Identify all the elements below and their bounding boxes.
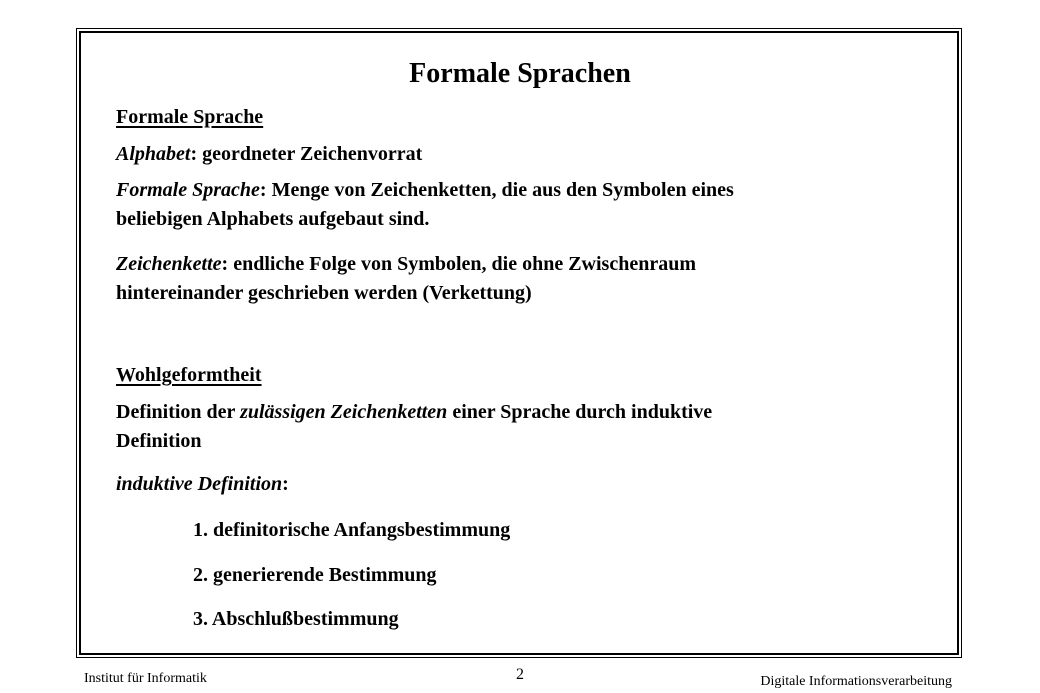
list-item-generierende-bestimmung: 2. generierende Bestimmung [193,564,437,586]
list-item-anfangsbestimmung: 1. definitorische Anfangsbestimmung [193,519,511,541]
term-induktive-definition: induktive Definition [116,473,283,495]
definition-formale-sprache [116,176,896,234]
induktive-definition-colon: : [282,473,289,495]
definition-formale-sprache-line1 [116,176,896,205]
text-def-a: Definition der [116,401,241,423]
slide-title: Formale Sprachen [409,58,631,89]
term-alphabet: Alphabet [116,143,191,165]
definition-wohlgeformtheit-line1 [116,398,896,427]
section-heading-formale-sprache: Formale Sprache [116,106,264,128]
definition-zeichenkette [116,250,896,308]
text-def-c: Definition [116,430,202,452]
term-formale-sprache: Formale Sprache [116,179,260,201]
footer-institute: Institut für Informatik [84,671,207,686]
text-alphabet: : geordneter Zeichenvorrat [190,143,423,165]
term-zulaessige-zeichenketten: zulässigen Zeichenketten [240,401,448,423]
text-zeichenkette-1: : endliche Folge von Symbolen, die ohne Zwischenraum [221,253,697,275]
definition-zeichenkette-line1 [116,250,896,279]
list-item-abschlussbestimmung: 3. Abschlußbestimmung [193,608,399,630]
footer-course: Digitale Informationsverarbeitung [760,674,952,689]
text-def-b: einer Sprache durch induktive [447,401,713,423]
induktive-definition-label [116,470,896,499]
term-zeichenkette: Zeichenkette [116,253,222,275]
definition-alphabet [116,140,896,169]
footer-page-number: 2 [516,666,524,683]
text-formale-sprache-2: beliebigen Alphabets aufgebaut sind. [116,208,430,230]
text-zeichenkette-2: hintereinander geschrieben werden (Verkettung) [116,282,532,304]
text-formale-sprache-1: : Menge von Zeichenketten, die aus den Symbolen eines [259,179,734,201]
section-heading-wohlgeformtheit: Wohlgeformtheit [116,364,262,386]
definition-wohlgeformtheit [116,398,896,456]
